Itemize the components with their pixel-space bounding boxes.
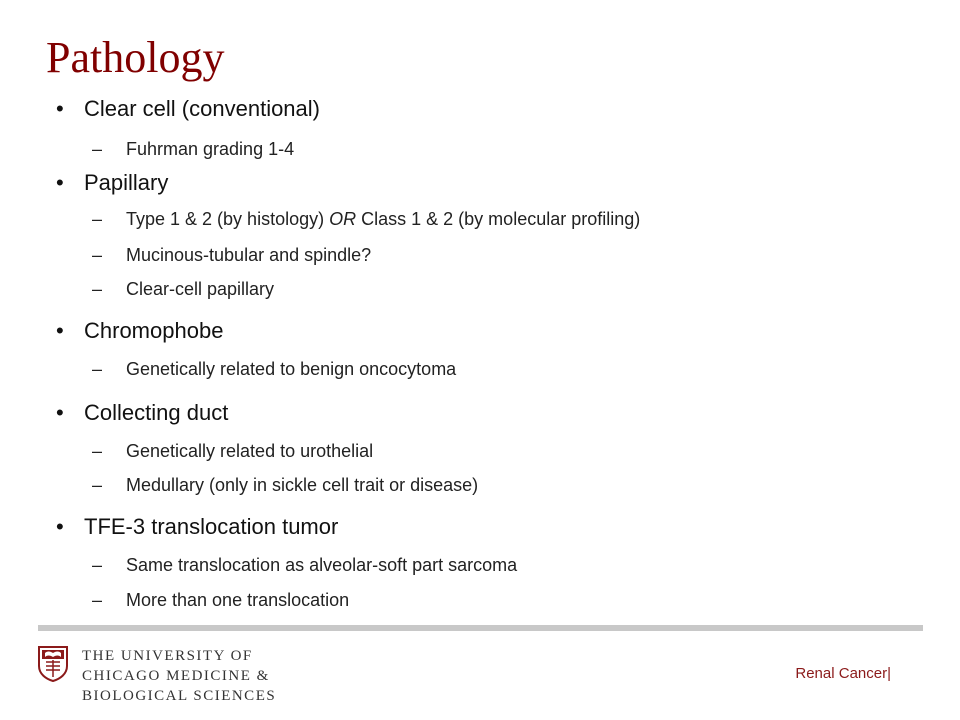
sub-item xyxy=(92,208,640,230)
logo-text xyxy=(82,646,276,706)
logo-line: BIOLOGICAL SCIENCES xyxy=(82,688,277,704)
sub-item-label: More than one translocation xyxy=(126,590,350,610)
sub-item xyxy=(92,278,274,300)
bullet-item-clear-cell xyxy=(56,96,320,122)
bullet-label: Papillary xyxy=(84,170,169,195)
dash-marker: – xyxy=(92,441,103,461)
footer-divider xyxy=(38,625,923,631)
bullet-marker: • xyxy=(56,514,64,539)
bullet-item-chromophobe xyxy=(56,318,223,344)
dash-marker: – xyxy=(92,590,103,610)
dash-marker: – xyxy=(92,139,103,159)
sub-item xyxy=(92,474,478,496)
logo-line: CHICAGO MEDICINE & xyxy=(82,668,270,684)
bullet-label: TFE-3 translocation tumor xyxy=(84,514,339,539)
bullet-label: Collecting duct xyxy=(84,400,229,425)
university-logo xyxy=(30,640,290,708)
sub-item xyxy=(92,554,517,576)
dash-marker: – xyxy=(92,555,103,575)
sub-item-label: Genetically related to urothelial xyxy=(126,441,374,461)
sub-item-label: Mucinous-tubular and spindle? xyxy=(126,245,372,265)
bullet-item-tfe3 xyxy=(56,514,338,540)
sub-item-label: Clear-cell papillary xyxy=(126,279,275,299)
dash-marker: – xyxy=(92,209,103,229)
bullet-marker: • xyxy=(56,318,64,343)
logo-line: THE UNIVERSITY OF xyxy=(82,648,253,664)
sub-item xyxy=(92,138,294,160)
bullet-marker: • xyxy=(56,96,64,121)
slide-title: Pathology xyxy=(46,33,225,82)
sub-item xyxy=(92,244,371,266)
shield-icon xyxy=(38,646,68,682)
bullet-item-collecting-duct xyxy=(56,400,228,426)
footer-section-label: Renal Cancer| xyxy=(795,665,891,682)
sub-item-emphasis: OR xyxy=(329,209,357,229)
sub-item-label: Fuhrman grading 1-4 xyxy=(126,139,295,159)
sub-item-label: Same translocation as alveolar-soft part sarcoma xyxy=(126,555,518,575)
bullet-label: Chromophobe xyxy=(84,318,224,343)
dash-marker: – xyxy=(92,359,103,379)
sub-item xyxy=(92,589,349,611)
sub-item-label: Genetically related to benign oncocytoma xyxy=(126,359,457,379)
sub-item-label: Class 1 & 2 (by molecular profiling) xyxy=(361,209,641,229)
bullet-marker: • xyxy=(56,400,64,425)
sub-item-label: Type 1 & 2 (by histology) xyxy=(126,209,325,229)
bullet-item-papillary xyxy=(56,170,168,196)
bullet-label: Clear cell (conventional) xyxy=(84,96,320,121)
dash-marker: – xyxy=(92,475,103,495)
sub-item-label: Medullary (only in sickle cell trait or disease) xyxy=(126,475,479,495)
sub-item xyxy=(92,358,456,380)
bullet-marker: • xyxy=(56,170,64,195)
dash-marker: – xyxy=(92,279,103,299)
sub-item xyxy=(92,440,373,462)
dash-marker: – xyxy=(92,245,103,265)
